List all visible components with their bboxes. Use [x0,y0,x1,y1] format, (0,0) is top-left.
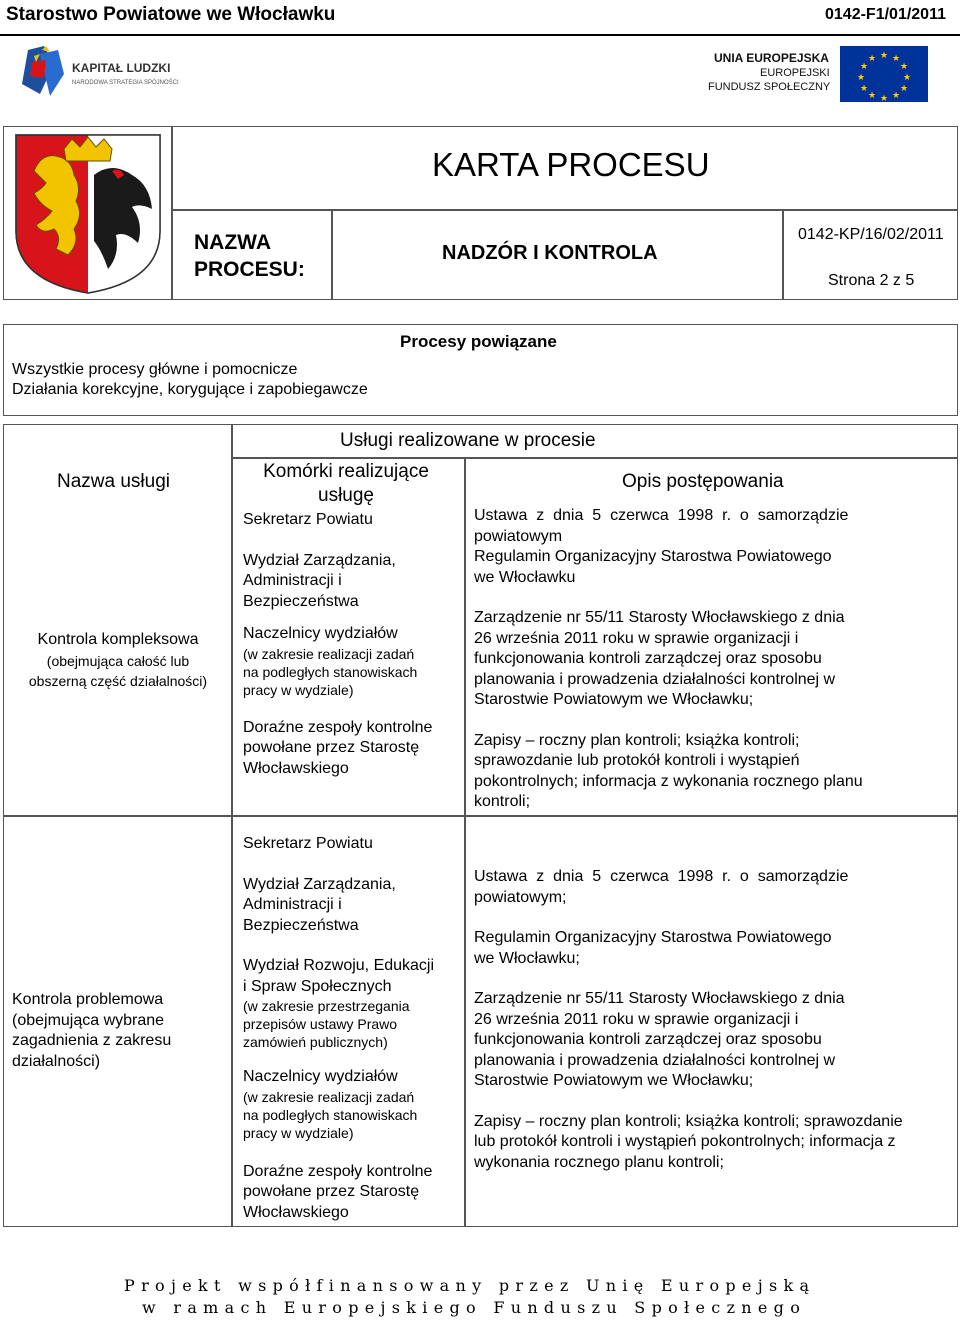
kapital-sub: NARODOWA STRATEGIA SPÓJNOŚCI [72,80,179,86]
top-rule [0,34,960,36]
svg-text:★: ★ [892,54,901,64]
service-name: Kontrola kompleksowa (obejmująca całość lub obszerną część działalności) [28,631,208,689]
office-name: Starostwo Powiatowe we Włocławku [6,4,336,25]
service-description: Ustawa z dnia 5 czerwca 1998 r. o samorządzie powiatowym Regulamin Organizacyjny Starostwa Powiatowego we Włocławku Zarządzenie nr 55/11 Starosty Włocławskiego z dnia 26 września 2011 roku w sprawie organizacji i funkcjonowania kontroli zarządczej oraz sposobu planowania i prowadzenia działalności kontrolnej w Starostwie Powiatowym we Włocławku; Zapisy – roczny plan kontroli; książka kontroli; sprawozdanie lub protokół kontroli i wystąpień pokontrolnych; informacja z wykonania rocznego planu kontroli; [474,507,863,810]
kapital-name: KAPITAŁ LUDZKI [72,61,171,75]
footer-line: w ramach Europejskiego Funduszu Społecznego [142,1298,807,1317]
column-header-cells: Komórki realizujące usługę [263,461,429,506]
service-name: Kontrola problemowa (obejmująca wybrane zagadnienia z zakresu działalności) [12,991,172,1070]
svg-text:★: ★ [900,62,909,72]
top-bar [0,0,960,34]
svg-text:★: ★ [868,54,877,64]
document-code: 0142-F1/01/2011 [825,6,946,23]
coat-of-arms-icon [12,131,164,297]
svg-text:★: ★ [892,91,901,101]
service-cells: Sekretarz Powiatu Wydział Zarządzania, Administracji i Bezpieczeństwa Naczelnicy wydziałów (w zakresie realizacji zadań na podległych stanowiskach pracy w wydziale) Doraźne zespoły kontrolne powołane przez Starostę Włocławskiego [243,511,433,777]
process-name-label: NAZWA PROCESU: [194,231,305,281]
services-heading: Usługi realizowane w procesie [340,430,596,451]
related-line: Wszystkie procesy główne i pomocnicze [12,361,298,378]
card-title: KARTA PROCESU [432,146,710,183]
service-cells: Sekretarz Powiatu Wydział Zarządzania, Administracji i Bezpieczeństwa Wydział Rozwoju, Edukacji i Spraw Społecznych (w zakresie przestrzegania przepisów ustawy Prawo zamówień publicznych) Naczelnicy wydziałów (w zakresie realizacji zadań na podległych stanowiskach pracy w wydziale) Doraźne zespoły kontrolne powołane przez Starostę Włocławskiego [243,835,435,1221]
service-description: Ustawa z dnia 5 czerwca 1998 r. o samorządzie powiatowym; Regulamin Organizacyjny Starostwa Powiatowego we Włocławku; Zarządzenie nr 55/11 Starosty Włocławskiego z dnia 26 września 2011 roku w sprawie organizacji i funkcjonowania kontroli zarządczej oraz sposobu planowania i prowadzenia działalności kontrolnej w Starostwie Powiatowym we Włocławku; Zapisy – roczny plan kontroli; książka kontroli; sprawozdanie lub protokół kontroli i wystąpień pokontrolnych; informacja z wykonania rocznego planu kontroli; [474,868,903,1171]
eu-line2: EUROPEJSKI [760,67,830,79]
eu-line1: UNIA EUROPEJSKA [714,51,829,65]
process-name: NADZÓR I KONTROLA [442,242,658,264]
eu-logo [706,44,936,104]
column-header-description: Opis postępowania [622,471,784,492]
page-number: Strona 2 z 5 [828,272,915,289]
svg-text:★: ★ [903,73,912,83]
related-line: Działania korekcyjne, korygujące i zapobiegawcze [12,381,368,398]
svg-text:★: ★ [900,84,909,94]
svg-text:★: ★ [880,51,889,61]
svg-text:★: ★ [868,91,877,101]
column-header-name: Nazwa usługi [57,471,170,492]
related-heading: Procesy powiązane [400,332,557,351]
footer-line: Projekt współfinansowany przez Unię Europejską [124,1276,816,1295]
svg-text:★: ★ [880,94,889,104]
svg-text:★: ★ [857,73,866,83]
card-code: 0142-KP/16/02/2011 [798,226,944,243]
kapital-ludzki-logo [14,44,214,100]
eu-line3: FUNDUSZ SPOŁECZNY [708,81,831,93]
svg-text:★: ★ [860,62,869,72]
svg-text:★: ★ [860,84,869,94]
